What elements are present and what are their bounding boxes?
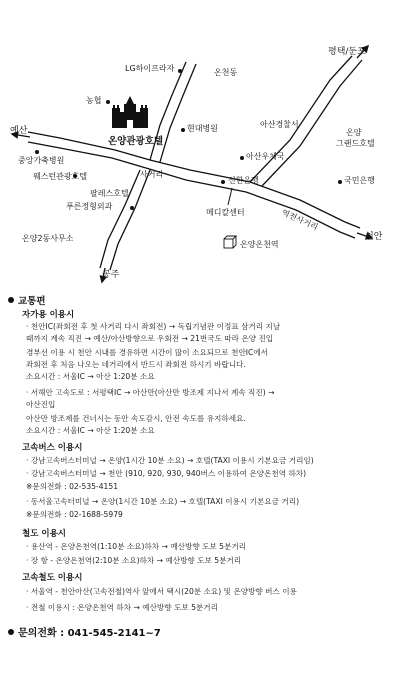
label-onyang2: 온양2동사무소 [22, 234, 74, 243]
dot-nonghyup [106, 100, 110, 104]
bus-line: · 강남고속버스터미널 → 천안 (910, 920, 930, 940버스 이용하여 온양온천역 하차) [26, 469, 307, 478]
car-line: 경부선 이용 시 천안 시내를 경유하면 시간이 많이 소요되므로 천안IC에서 [26, 348, 268, 357]
label-kookmin: 국민은행 [344, 176, 375, 185]
car-line: 때까지 계속 직진 → 예산/아산방향으로 우회전 → 21번국도 따라 온양 진입 [26, 334, 274, 343]
bus-line: · 강남고속버스터미널 → 온양(1시간 10분 소요) → 호텔(TAXI 이용시 기본요금 거리임) [26, 456, 314, 465]
rail-title: 철도 이용시 [22, 529, 67, 539]
dot-lg [178, 69, 182, 73]
label-jungang: 중앙가축병원 [18, 156, 65, 165]
traffic-title-text: 교통편 [18, 296, 46, 307]
bus-title: 고속버스 이용시 [22, 443, 83, 453]
label-hotel: 온양관광호텔 [108, 136, 164, 147]
express-rail-line: · 전철 이용시 : 온양온천역 하차 → 예산방향 도보 5분거리 [26, 603, 218, 612]
road-north [150, 62, 196, 162]
phone-text: 문의전화 : 041-545-2141~7 [18, 628, 161, 639]
bullet-icon [8, 629, 14, 635]
label-asan-post: 아산우체국 [246, 152, 285, 161]
phone-line [8, 624, 161, 639]
label-yesan: 예산 [10, 126, 28, 136]
label-westin: 웨스턴관광호텔 [33, 172, 88, 181]
location-map [0, 0, 400, 290]
label-sageori: 사거리 [140, 170, 164, 179]
label-purun: 푸른정형외과 [66, 202, 113, 211]
station-cube-icon [224, 236, 236, 248]
label-onchon-dong: 온천동 [214, 68, 238, 77]
traffic-title [8, 293, 46, 307]
label-medical: 메디칼센터 [206, 208, 245, 217]
label-police: 아산경찰서 [260, 120, 299, 129]
car-title: 자가용 이용시 [22, 310, 75, 320]
label-palace: 팔레스호텔 [90, 189, 129, 198]
car-line: · 서해안 고속도로 : 서평택IC → 아산만(아산만 방조제 지나서 계속 직진) → [26, 388, 275, 397]
label-grand-1: 온양 [346, 128, 362, 137]
car-line: 소요시간 : 서울IC → 아산 1:20분 소요 [26, 372, 155, 381]
rail-line: · 장 항 - 온양온천역(2:10분 소요)하차 → 예산방향 도보 5분거리 [26, 556, 242, 565]
side-road [228, 188, 232, 205]
bus-line: · 동서울고속터미널 → 온양(1시간 10분 소요) → 호텔(TAXI 이용시 기본요금 거리) [26, 497, 300, 506]
car-line: 소요시간 : 서울IC → 아산 1:20분 소요 [26, 426, 155, 435]
car-line: · 천안IC(좌회전 후 첫 사거리 다시 좌회전) → 독립기념관 이정표 삼거리 지날 [26, 322, 281, 331]
dot-asan-post [240, 156, 244, 160]
label-grand-2: 그랜드호텔 [336, 139, 375, 148]
label-pyeongtaek: 평택/둔포 [328, 47, 366, 57]
label-station-road: 역전사거리 [280, 208, 320, 232]
bus-line: ※문의전화 : 02-535-4151 [26, 482, 119, 491]
express-rail-line: · 서울역 - 천안아산(고속전철)역사 앞에서 택시(20분 소요) 및 온양방향 버스 이용 [26, 587, 297, 596]
label-hyundai: 현대병원 [187, 124, 218, 133]
car-line: 아산만 방조제를 건너시는 동안 속도감시, 안전 속도를 유지하세요. [26, 414, 246, 423]
label-lg: LG하이프라자 [125, 64, 175, 73]
dot-jungang [35, 150, 39, 154]
rail-line: · 용산역 - 온양온천역(1:10분 소요)하차 → 예산방향 도보 5분거리 [26, 542, 247, 551]
dot-purun [130, 206, 134, 210]
label-gongju: 공주 [102, 270, 120, 280]
dot-hyundai [181, 128, 185, 132]
road-south [100, 170, 150, 270]
label-cheonan: 천안 [365, 232, 383, 242]
car-line: 좌회전 후 처음 나오는 네거리에서 반드시 좌회전 하시기 바랍니다. [26, 360, 246, 369]
dot-kookmin [338, 180, 342, 184]
express-rail-title: 고속철도 이용시 [22, 573, 83, 583]
dot-shinhan [221, 180, 225, 184]
label-station: 온양온천역 [240, 240, 279, 249]
car-line: 아산진입 [26, 400, 56, 409]
hotel-castle-icon [112, 96, 148, 128]
bus-line: ※문의전화 : 02-1688-5979 [26, 510, 123, 519]
bullet-icon [8, 297, 14, 303]
label-shinhan: 신한은행 [228, 176, 259, 185]
label-nonghyup: 농협 [86, 96, 102, 105]
